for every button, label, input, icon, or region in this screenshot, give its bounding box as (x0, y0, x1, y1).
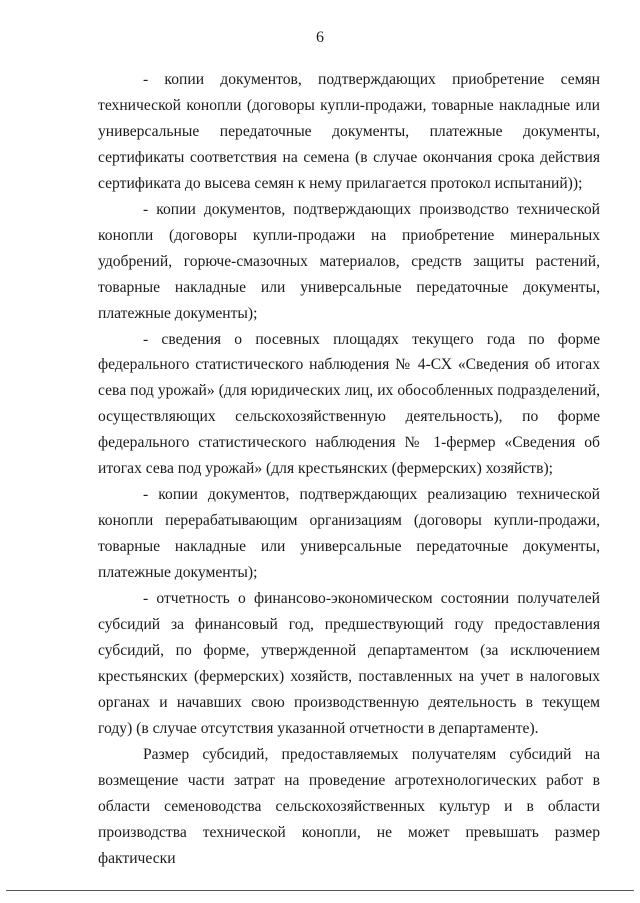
paragraph-sales-documents: - копии документов, подтверждающих реализацию технической конопли перерабатывающим организациям (договоры купли-продажи, товарные накладные или универсальные передаточные документы, платежные документы); (98, 486, 600, 582)
document-body (98, 67, 600, 872)
paragraph-subsidy-amount: Размер субсидий, предоставляемых получателям субсидий на возмещение части затрат на проведение агротехнологических работ в области семеноводства сельскохозяйственных культур и в области производства технической конопли, не может превышать размер фактически (98, 745, 600, 867)
paragraph-financial-reporting: - отчетность о финансово-экономическом состоянии получателей субсидий за финансовый год, предшествующий году предоставления субсидий, по форме, утвержденной департаментом (за исключением крестьянских (фермерских) хозяйств, поставленных на учет в налоговых органах и начавших свою производственную деятельность в текущем году) (в случае отсутствия указанной отчетности в департаменте). (98, 590, 600, 737)
paragraph-production-documents: - копии документов, подтверждающих производство технической конопли (договоры купли-продажи на приобретение минеральных удобрений, горюче-смазочных материалов, средств защиты растений, товарные накладные или универсальные передаточные документы, платежные документы); (98, 200, 600, 322)
paragraph-sown-area-statistics: - сведения о посевных площадях текущего года по форме федерального статистического наблюдения № 4-СХ «Сведения об итогах сева под урожай» (для юридических лиц, их обособленных подразделений, осуществляющих сельскохозяйственную деятельность), по форме федерального статистического наблюдения № 1-фермер «Сведения об итогах сева под урожай» (для крестьянских (фермерских) хозяйств); (98, 330, 600, 478)
page-bottom-rule (6, 890, 634, 891)
page-number: 6 (316, 29, 324, 46)
paragraph-seed-purchase-documents: - копии документов, подтверждающих приобретение семян технической конопли (договоры купли-продажи, товарные накладные или универсальные передаточные документы, платежные документы, сертификаты соответствия на семена (в случае окончания срока действия сертификата до высева семян к нему прилагается протокол испытаний)); (98, 71, 600, 192)
